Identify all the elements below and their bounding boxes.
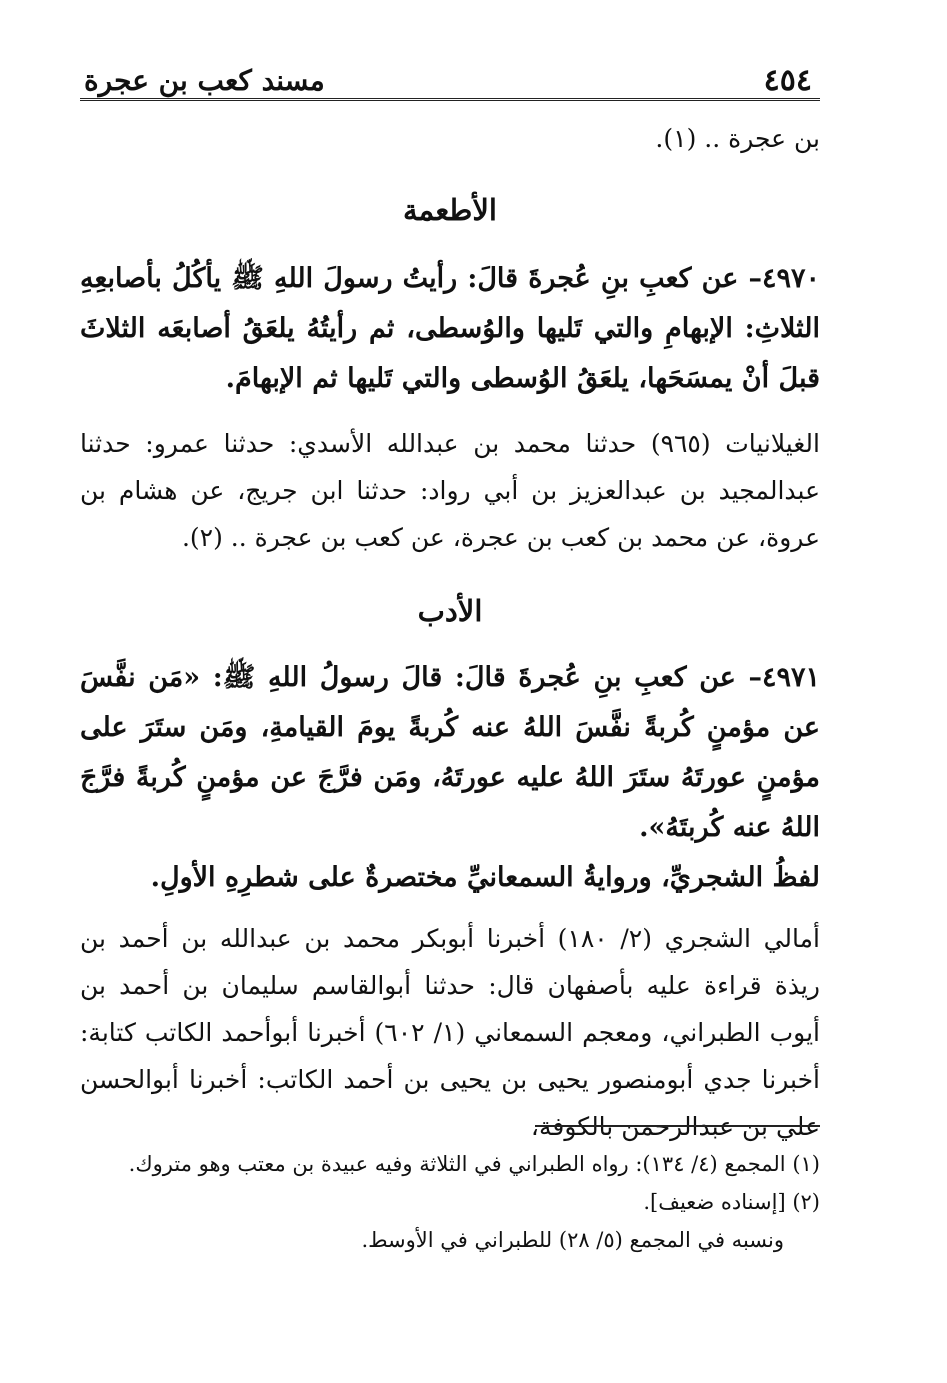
hadith-4970-source: الغيلانيات (٩٦٥) حدثنا محمد بن عبدالله الأسدي: حدثنا عمرو: حدثنا عبدالمجيد بن عبدالعزيز بن أبي رواد: حدثنا ابن جريج، عن هشام بن عروة، عن محمد بن كعب بن عجرة، عن كعب بن عجرة .. (٢). [80, 429, 820, 552]
footnote-2: (٢) [إسناده ضعيف]. [643, 1190, 820, 1214]
page-number: ٤٥٤ [763, 63, 812, 98]
hadith-4971-wording-note: لفظُ الشجريِّ، وروايةُ السمعانيِّ مختصرةٌ على شطرِهِ الأولِ. [150, 862, 820, 893]
continuation-line: بن عجرة .. (١). [655, 124, 820, 153]
footnote-2-continuation: ونسبه في المجمع (٥/ ٢٨) للطبراني في الأوسط. [361, 1228, 784, 1252]
book-page [80, 40, 820, 1150]
footnote-1: (١) المجمع (٤/ ١٣٤): رواه الطبراني في الثلاثة وفيه عبيدة بن معتب وهو متروك. [128, 1152, 820, 1176]
footnotes [80, 1145, 820, 1259]
section-heading-foods: الأطعمة [403, 193, 497, 227]
hadith-4971: ٤٩٧١– عن كعبِ بنِ عُجرةَ قالَ: قالَ رسولُ اللهِ ﷺ: «مَن نفَّسَ عن مؤمنٍ كُربةً نفَّسَ اللهُ عنه كُربةً يومَ القيامةِ، ومَن ستَرَ على مؤمنٍ عورتَهُ ستَرَ اللهُ عليه عورتَهُ، ومَن فرَّجَ عن مؤمنٍ كُربةً فرَّجَ اللهُ عنه كُربتَهُ». [80, 662, 820, 843]
hadith-4970: ٤٩٧٠– عن كعبِ بنِ عُجرةَ قالَ: رأيتُ رسولَ اللهِ ﷺ يأكُلُ بأصابعِهِ الثلاثِ: الإبهامِ والتي تَليها والوُسطى، ثم رأيتُهُ يلعَقُ أصابعَه الثلاثَ قبلَ أنْ يمسَحَها، يلعَقُ الوُسطى والتي تَليها ثم الإبهامَ. [80, 263, 820, 394]
hadith-4971-source: أمالي الشجري (٢/ ١٨٠) أخبرنا أبوبكر محمد بن عبدالله بن أحمد بن ريذة قراءة عليه بأصفهان قال: حدثنا أبوالقاسم سليمان بن أحمد بن أيوب الطبراني، ومعجم السمعاني (١/ ٦٠٢) أخبرنا أبوأحمد الكاتب كتابة: أخبرنا جدي أبومنصور يحيى بن يحيى بن أحمد الكاتب: أخبرنا أبوالحسن علي بن عبدالرحمن بالكوفة، [80, 924, 821, 1141]
section-heading-manners: الأدب [417, 594, 483, 628]
running-title: مسند كعب بن عجرة [84, 64, 325, 97]
page-header [80, 40, 820, 101]
footnote-separator [535, 1125, 820, 1127]
